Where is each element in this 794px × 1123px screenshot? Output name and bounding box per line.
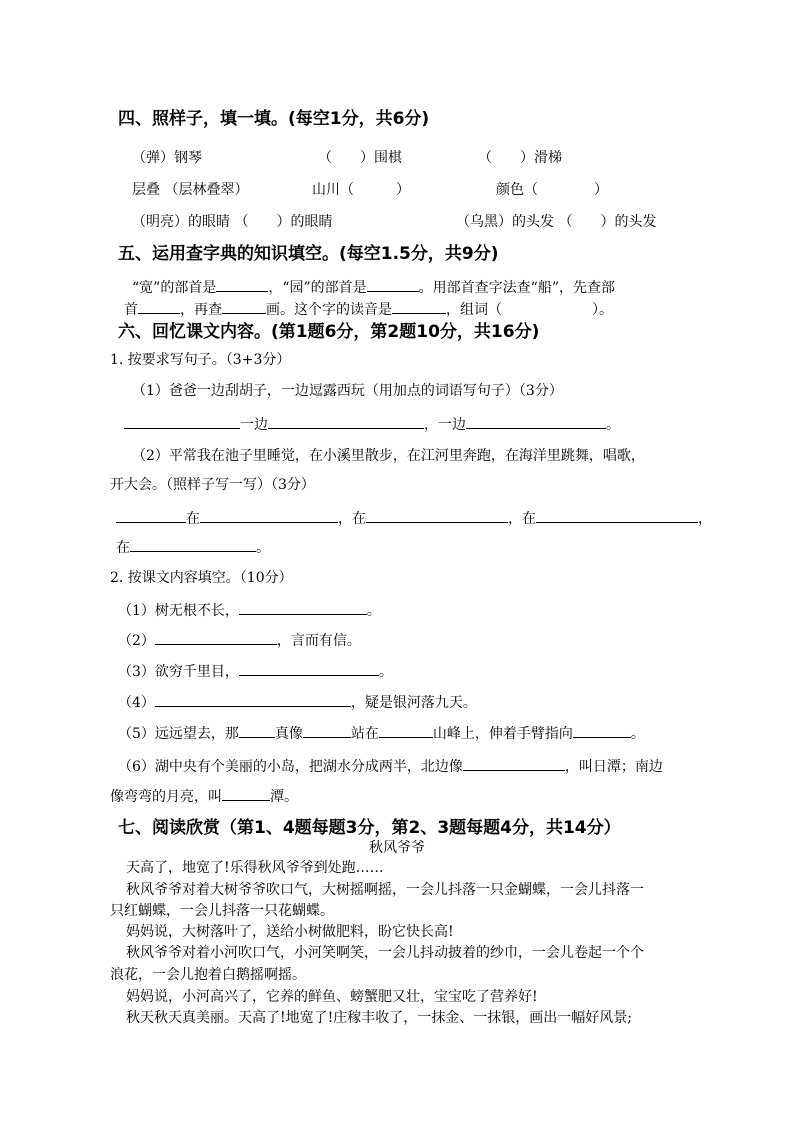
text: 。 (366, 603, 381, 619)
answer-blank[interactable] (367, 277, 419, 292)
text: 一边 (240, 417, 268, 433)
q1-2-line-1: （2）平常我在池子里睡觉，在小溪里散步，在江河里奔跑，在海洋里跳舞，唱歌， (132, 448, 645, 464)
q2-4 (118, 692, 477, 713)
q1-title: 1. 按要求写句子。（3+3分） (110, 352, 291, 368)
passage-line: 妈妈说，大树落叶了，送给小树做肥料，盼它快长高! (126, 924, 454, 940)
s5-line-1 (132, 277, 615, 298)
s4-item: 层叠 （层林叠翠） (132, 182, 249, 198)
text: ，疑是银河落九天。 (350, 695, 477, 711)
passage-line: 秋风爷爷对着小河吹口气，小河笑啊笑，一会儿抖动披着的纱巾，一会儿卷起一个个 (126, 945, 644, 961)
text: （2） (118, 633, 155, 649)
answer-blank[interactable] (222, 786, 270, 801)
answer-blank[interactable] (463, 756, 565, 771)
s4-item: 颜色（ ） (496, 182, 608, 198)
text: 首 (124, 302, 138, 318)
s4-item: （ ）滑梯 (478, 150, 562, 166)
answer-blank[interactable] (466, 414, 606, 429)
passage-line: 妈妈说，小河高兴了，它养的鲜鱼、螃蟹肥又壮，宝宝吃了营养好! (126, 989, 538, 1005)
text: 在 (186, 511, 200, 527)
q1-2-line-2: 开大会。（照样子写一写）（3分） (110, 477, 315, 493)
answer-blank[interactable] (239, 661, 379, 676)
text: “宽”的部首是 (132, 280, 217, 296)
answer-blank[interactable] (200, 508, 338, 523)
text: ，再查 (180, 302, 222, 318)
text: （3）欲穷千里目， (118, 664, 239, 680)
q2-1 (118, 600, 381, 621)
s5-line-2 (124, 299, 613, 320)
passage-title: 秋风爷爷 (369, 840, 425, 856)
q2-6-line-2 (110, 786, 298, 807)
answer-blank[interactable] (116, 508, 186, 523)
q1-2-answer-1 (116, 508, 712, 529)
answer-blank[interactable] (303, 723, 351, 738)
text: （4） (118, 695, 155, 711)
passage-line: 秋天秋天真美丽。天高了!地宽了!庄稼丰收了，一抹金、一抹银，画出一幅好风景; (126, 1010, 632, 1026)
answer-blank[interactable] (239, 723, 275, 738)
passage-line: 秋风爷爷对着大树爷爷吹口气，大树摇啊摇，一会儿抖落一只金蝴蝶，一会儿抖落一 (126, 882, 644, 898)
section-6-heading: 六、回忆课文内容。(第1题6分，第2题10分，共16分) (118, 322, 540, 342)
answer-blank[interactable] (138, 299, 180, 314)
q2-6-line-1 (118, 756, 663, 777)
text: ，在 (338, 511, 366, 527)
q1-1: （1）爸爸一边刮胡子，一边逗露西玩（用加点的词语写句子）（3分） (132, 383, 563, 399)
text: 站在 (350, 726, 379, 742)
q2-5 (118, 723, 645, 744)
answer-blank[interactable] (124, 414, 240, 429)
text: 。 (378, 664, 393, 680)
answer-blank[interactable] (239, 600, 367, 615)
text: （6）湖中央有个美丽的小岛，把湖水分成两半，北边像 (118, 759, 463, 775)
answer-blank[interactable] (573, 723, 631, 738)
passage-line: 浪花，一会儿抱着白鹅摇啊摇。 (110, 967, 306, 983)
q1-1-answer (124, 414, 620, 435)
section-7-heading: 七、阅读欣赏（第1、4题每题3分，第2、3题每题4分，共14分） (118, 818, 621, 838)
answer-blank[interactable] (155, 692, 351, 707)
text: ，一边 (424, 417, 466, 433)
text: 画。这个字的读音是 (266, 302, 392, 318)
text: ，在 (508, 511, 536, 527)
text: 像弯弯的月亮，叫 (110, 789, 222, 805)
text: 。 (256, 540, 270, 556)
q1-2-answer-2 (116, 537, 270, 558)
text: 。 (606, 417, 620, 433)
answer-blank[interactable] (536, 508, 698, 523)
text: （5）远远望去，那 (118, 726, 239, 742)
answer-blank[interactable] (155, 630, 277, 645)
s4-item: 山川（ ） (312, 182, 410, 198)
answer-blank[interactable] (268, 414, 424, 429)
text: 。用部首查字法查“船”，先查部 (418, 280, 615, 296)
q2-2 (118, 630, 361, 651)
answer-blank[interactable] (392, 299, 446, 314)
text: （1）树无根不长， (118, 603, 239, 619)
answer-blank[interactable] (216, 277, 268, 292)
s4-item: （明亮）的眼睛 （ ）的眼睛 (132, 214, 333, 230)
s4-item: （乌黑）的头发 （ ）的头发 (456, 214, 657, 230)
answer-blank[interactable] (222, 299, 266, 314)
text: 。 (630, 726, 645, 742)
answer-blank[interactable] (379, 723, 433, 738)
text: ）。 (592, 302, 613, 318)
text: ，言而有信。 (276, 633, 361, 649)
answer-blank[interactable] (366, 508, 508, 523)
answer-blank[interactable] (130, 537, 256, 552)
text: 真像 (274, 726, 303, 742)
text: 山峰上，伸着手臂指向 (432, 726, 573, 742)
text: ， (698, 511, 712, 527)
text: ，组词（ (446, 302, 502, 318)
text: 在 (116, 540, 130, 556)
q2-title: 2. 按课文内容填空。（10分） (110, 570, 293, 586)
passage-line: 只红蝴蝶，一会儿抖落一只花蝴蝶。 (110, 903, 334, 919)
s4-item: （弹）钢琴 (132, 150, 202, 166)
text: 潭。 (270, 789, 298, 805)
passage-line: 天高了，地宽了!乐得秋风爷爷到处跑…… (126, 860, 384, 876)
s4-item: （ ）围棋 (318, 150, 402, 166)
section-4-heading: 四、照样子，填一填。(每空1分，共6分) (118, 109, 430, 129)
text: ，叫日潭；南边 (564, 759, 663, 775)
section-5-heading: 五、运用查字典的知识填空。(每空1.5分，共9分) (118, 244, 499, 264)
text: ，“园”的部首是 (268, 280, 367, 296)
q2-3 (118, 661, 393, 682)
